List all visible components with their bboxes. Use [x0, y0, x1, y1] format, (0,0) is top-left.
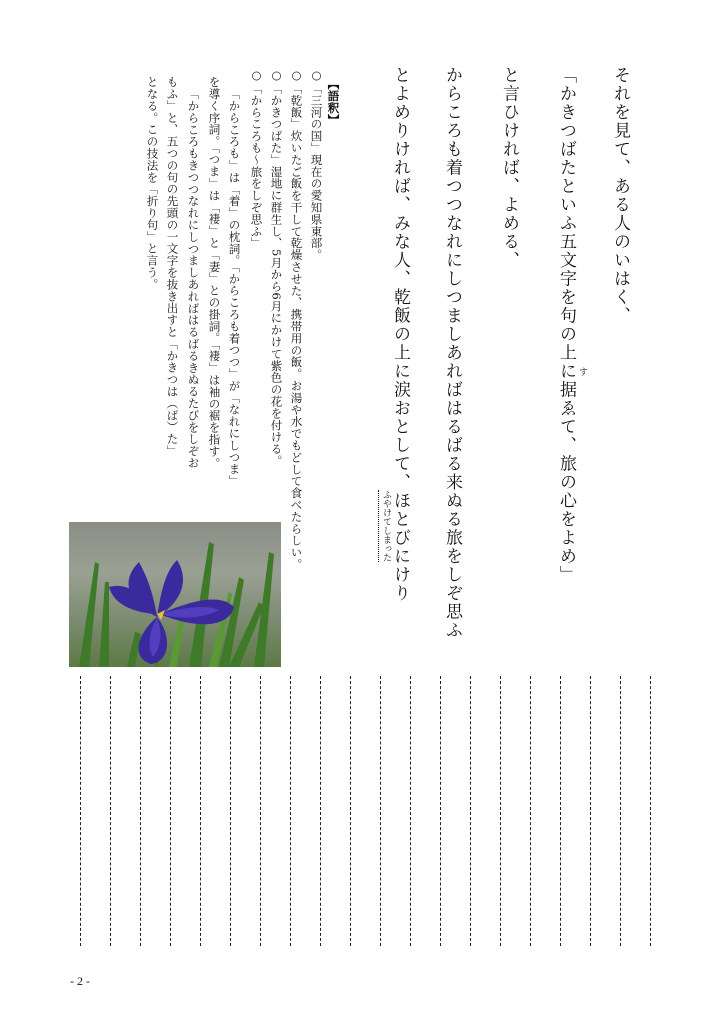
writing-line[interactable] [470, 676, 471, 946]
main-line-1: それを見て、ある人のいはく、 [610, 66, 630, 325]
writing-line[interactable] [440, 676, 441, 946]
writing-line[interactable] [560, 676, 561, 946]
main-line-2: 「かきつばたといふ五文字を句の上に据ゑて、旅の心をよめ」 [556, 66, 576, 584]
iris-photo [69, 522, 281, 667]
note-item: ○「かきつばた」湿地に群生し、5月から6月にかけて紫色の花を付ける。 [269, 68, 284, 467]
note-item: ○「からころも～旅をしぞ思ふ」 [249, 68, 264, 249]
writing-line[interactable] [650, 676, 651, 946]
note-explanation-line: を導く序詞。「つま」は「褄」と「妻」との掛詞。「褄」は袖の裾を指す。 [207, 76, 222, 470]
writing-line[interactable] [320, 676, 321, 946]
gloss-hotobi: ふやけてしまった [378, 490, 393, 562]
ruby-su: す [577, 367, 587, 376]
note-explanation-line: となる。この技法を「折り句」と言う。 [145, 76, 160, 291]
writing-line[interactable] [170, 676, 171, 946]
main-line-3: と言ひければ、よめる、 [499, 66, 519, 270]
note-explanation-line: もふ」と、五つの句の先頭の一文字を抜き出すと「かきつは（ば）た」 [165, 76, 180, 457]
writing-line[interactable] [140, 676, 141, 946]
writing-line[interactable] [260, 676, 261, 946]
page-number: - 2 - [70, 974, 90, 988]
writing-line[interactable] [110, 676, 111, 946]
writing-line[interactable] [350, 676, 351, 946]
notes-heading: 【語釈】 [326, 78, 341, 126]
writing-line[interactable] [620, 676, 621, 946]
main-line-5: とよめりければ、みな人、乾飯の上に涙おとして、ほとびにけり [390, 66, 410, 603]
note-explanation-line: 「からころもきつつなれにしつましあればはるばるきぬるたびをしぞお [186, 88, 201, 469]
writing-line[interactable] [530, 676, 531, 946]
note-item: ○「三河の国」現在の愛知県東部。 [309, 68, 324, 261]
writing-line[interactable] [410, 676, 411, 946]
note-item: ○「乾飯」炊いたご飯を干して乾燥させた、携帯用の飯。お湯や水でもどして食べたらしい。 [289, 68, 304, 571]
writing-line[interactable] [380, 676, 381, 946]
note-explanation-line: 「からころも」は「着」の枕詞。「からころも着つつ」が「なれにしつま」 [227, 88, 242, 487]
writing-line[interactable] [230, 676, 231, 946]
main-line-4: からころも着つつなれにしつましあればはるばる来ぬる旅をしぞ思ふ [442, 66, 462, 640]
writing-line[interactable] [80, 676, 81, 946]
writing-line[interactable] [500, 676, 501, 946]
writing-line[interactable] [290, 676, 291, 946]
writing-line[interactable] [590, 676, 591, 946]
writing-line[interactable] [200, 676, 201, 946]
